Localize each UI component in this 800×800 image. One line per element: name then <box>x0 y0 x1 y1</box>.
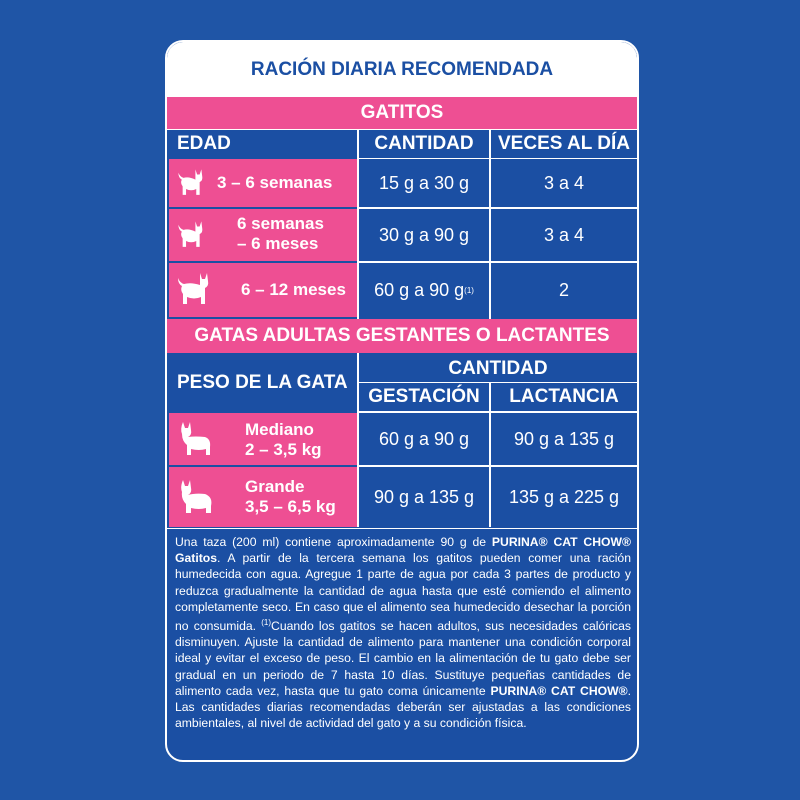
divider <box>359 261 637 263</box>
divider <box>359 158 637 159</box>
adult-row-2-gestation: 90 g a 135 g <box>359 467 489 527</box>
divider <box>167 528 637 529</box>
kitten-row-2-age <box>169 209 357 261</box>
feeding-instructions-note <box>175 534 631 732</box>
divider <box>167 129 637 130</box>
adult-size-label: Grande <box>245 477 305 496</box>
divider <box>359 207 637 209</box>
adult-row-2-weight <box>169 467 357 527</box>
cat-silhouette-icon <box>175 477 215 517</box>
kitten-age-label: 6 – 12 meses <box>241 280 346 299</box>
kitten-row-2-times: 3 a 4 <box>491 209 637 261</box>
cat-silhouette-icon <box>174 270 214 310</box>
kitten-row-3-age <box>169 263 357 317</box>
weight-header: PESO DE LA GATA <box>177 355 357 411</box>
divider <box>359 382 637 383</box>
cat-silhouette-icon <box>175 419 215 459</box>
kitten-age-label-line1: 6 semanas <box>237 214 324 233</box>
kitten-age-label: 3 – 6 semanas <box>217 173 333 192</box>
amount-header: CANTIDAD <box>359 129 489 159</box>
footnote-mark: (1) <box>261 618 272 628</box>
kitten-row-3-amount <box>359 263 489 317</box>
brand-name: PURINA® CAT CHOW® Gatitos <box>175 535 632 566</box>
kitten-row-1-amount <box>359 159 489 207</box>
feeding-guide-card <box>165 40 639 762</box>
adult-row-2-lactation: 135 g a 225 g <box>491 467 637 527</box>
times-header: VECES AL DÍA <box>491 129 637 159</box>
lactation-header: LACTANCIA <box>491 383 637 411</box>
kitten-row-3-times: 2 <box>491 263 637 317</box>
kitten-row-1-times: 3 a 4 <box>491 159 637 207</box>
cat-silhouette-icon <box>175 218 209 252</box>
adult-size-label: Mediano <box>245 420 314 439</box>
kitten-amount-value: 15 g a 30 g <box>378 172 470 193</box>
note-text: . A partir de la tercera semana los gatitos pueden comer una ración humedecida con agua. Agregue 1 parte de agua por cada 3 partes de producto y reduzca gradualmente la cantidad de agua hasta que esté comiendo el alimento completamente seco. En caso que el alimento sea humedecido desechar la porción no consumida. <box>175 551 631 634</box>
adult-row-1-weight <box>169 413 357 465</box>
kitten-row-1-age <box>169 159 357 207</box>
brand-name: PURINA® CAT CHOW® <box>490 683 628 698</box>
divider <box>359 465 637 467</box>
guide-title: RACIÓN DIARIA RECOMENDADA <box>167 42 637 97</box>
kitten-row-2-amount: 30 g a 90 g <box>359 209 489 261</box>
adult-amount-header: CANTIDAD <box>359 355 637 383</box>
age-header: EDAD <box>177 129 357 159</box>
adult-row-1-gestation: 60 g a 90 g <box>359 413 489 465</box>
gestation-header: GESTACIÓN <box>359 383 489 411</box>
kitten-age-label-line2: – 6 meses <box>237 234 319 253</box>
note-text: Cuando los gatitos se hacen adultos, sus necesidades calóricas disminuyen. Ajuste la cantidad de alimento para mantener una condición corporal ideal y evitar el exceso de peso. El cambio en la alimentación de tu gato debe ser gradual en un periodo de 7 hasta 10 días. Sustituye pequeñas cantidades de alimento cada vez, hasta que tu gato coma únicamente <box>175 619 631 698</box>
note-text: Una taza (200 ml) contiene aproximadamente 90 g de <box>175 535 492 549</box>
divider <box>489 383 491 527</box>
footnote-mark: (1) <box>464 285 474 295</box>
kitten-amount-value: 60 g a 90 g <box>374 279 465 300</box>
cat-silhouette-icon <box>175 166 209 200</box>
adults-section-title: GATAS ADULTAS GESTANTES O LACTANTES <box>167 319 637 353</box>
kittens-section-title: GATITOS <box>167 97 637 129</box>
divider <box>357 353 359 527</box>
adult-row-1-lactation: 90 g a 135 g <box>491 413 637 465</box>
adult-range-label: 2 – 3,5 kg <box>245 440 322 459</box>
note-text: . Las cantidades diarias recomendadas deberán ser ajustadas a las condiciones ambientales, al nivel de actividad del gato y a su condición física. <box>175 683 631 731</box>
adult-range-label: 3,5 – 6,5 kg <box>245 497 336 516</box>
divider <box>359 411 637 413</box>
